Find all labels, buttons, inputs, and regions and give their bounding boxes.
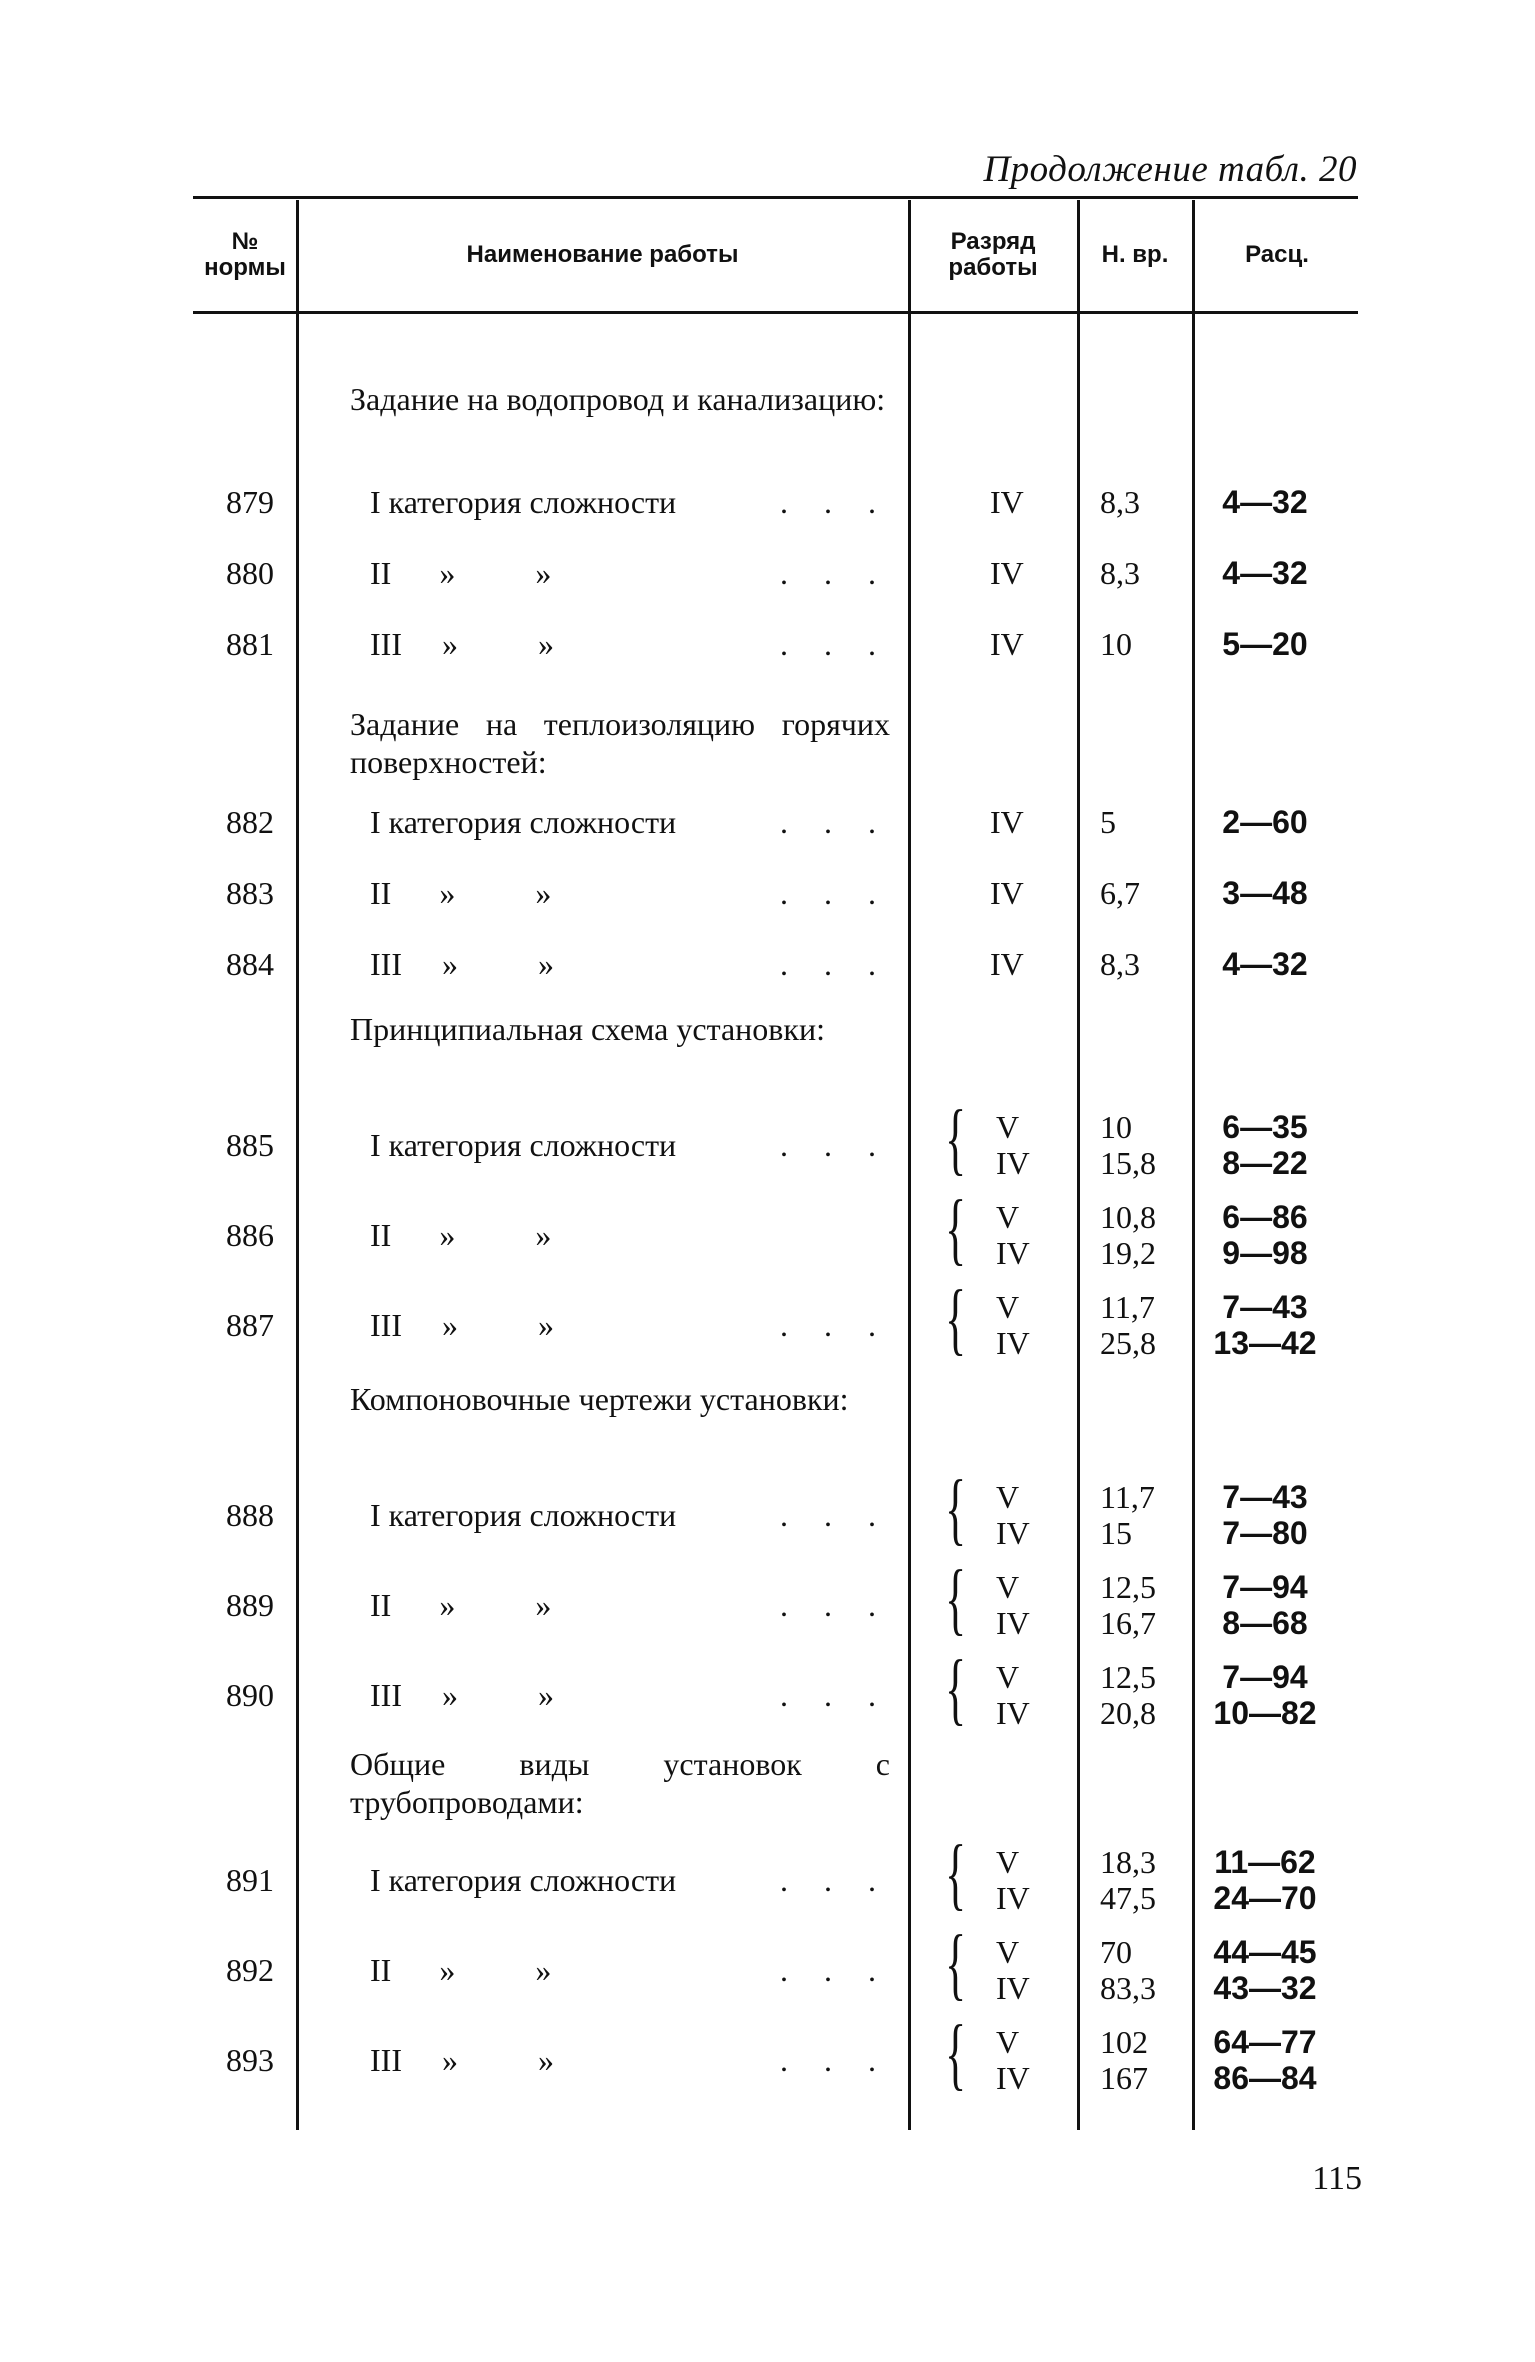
column-divider-time bbox=[1192, 200, 1195, 2130]
norm-time: 102 bbox=[1100, 2024, 1148, 2060]
rate-value: 8—68 bbox=[1222, 1605, 1308, 1641]
norm-number: 887 bbox=[226, 1307, 274, 1343]
work-name bbox=[370, 1677, 900, 1714]
work-grade: V bbox=[996, 1109, 1020, 1145]
work-name bbox=[370, 1127, 900, 1164]
norm-number: 879 bbox=[226, 484, 274, 520]
work-name bbox=[370, 1307, 900, 1344]
page-number: 115 bbox=[1312, 2160, 1362, 2197]
grade-brace: { bbox=[945, 2010, 967, 2098]
norm-time: 20,8 bbox=[1100, 1695, 1156, 1731]
work-name-text: II » » bbox=[370, 1952, 552, 1988]
work-grade: IV bbox=[996, 2060, 1030, 2096]
rate-value: 4—32 bbox=[1222, 484, 1308, 520]
work-grade: IV bbox=[996, 1970, 1030, 2006]
norm-number: 885 bbox=[226, 1127, 274, 1163]
column-divider-no bbox=[296, 200, 299, 2130]
work-name bbox=[370, 804, 900, 841]
header-no: № нормы bbox=[204, 228, 286, 281]
header-time: Н. вр. bbox=[1101, 241, 1169, 268]
work-name-text: I категория сложности bbox=[370, 1862, 677, 1898]
work-name-text: III » » bbox=[370, 1677, 554, 1713]
norm-number: 888 bbox=[226, 1497, 274, 1533]
grade-brace: { bbox=[945, 1275, 967, 1363]
norm-time: 15,8 bbox=[1100, 1145, 1156, 1181]
grade-brace: { bbox=[945, 1095, 967, 1183]
norm-number: 891 bbox=[226, 1862, 274, 1898]
rate-value: 6—86 bbox=[1222, 1199, 1308, 1235]
rate-value: 7—94 bbox=[1222, 1569, 1308, 1605]
rate-value: 7—94 bbox=[1222, 1659, 1308, 1695]
norm-number: 886 bbox=[226, 1217, 274, 1253]
norm-number: 883 bbox=[226, 875, 274, 911]
grade-brace: { bbox=[945, 1920, 967, 2008]
table-top-rule bbox=[193, 196, 1358, 199]
work-grade: IV bbox=[990, 555, 1024, 591]
norm-time: 8,3 bbox=[1100, 484, 1140, 520]
work-name-text: II » » bbox=[370, 875, 552, 911]
work-grade: IV bbox=[996, 1515, 1030, 1551]
work-grade: V bbox=[996, 1934, 1020, 1970]
leader-dots: . . . bbox=[780, 804, 890, 840]
work-name bbox=[370, 2042, 900, 2079]
norm-time: 47,5 bbox=[1100, 1880, 1156, 1916]
work-grade: V bbox=[996, 1844, 1020, 1880]
work-name-text: III » » bbox=[370, 2042, 554, 2078]
work-name-text: III » » bbox=[370, 626, 554, 662]
column-divider-name bbox=[908, 200, 911, 2130]
leader-dots: . . . bbox=[780, 626, 890, 662]
rate-value: 11—62 bbox=[1214, 1844, 1316, 1880]
grade-brace: { bbox=[945, 1185, 967, 1273]
work-grade: V bbox=[996, 1199, 1020, 1235]
rate-value: 13—42 bbox=[1213, 1325, 1317, 1361]
norm-time: 16,7 bbox=[1100, 1605, 1156, 1641]
work-name-text: I категория сложности bbox=[370, 804, 677, 840]
work-grade: V bbox=[996, 1479, 1020, 1515]
norm-time: 10 bbox=[1100, 1109, 1132, 1145]
rate-value: 4—32 bbox=[1222, 555, 1308, 591]
rate-value: 7—43 bbox=[1222, 1479, 1308, 1515]
work-name-text: I категория сложности bbox=[370, 1497, 677, 1533]
work-grade: IV bbox=[996, 1325, 1030, 1361]
work-grade: V bbox=[996, 1569, 1020, 1605]
norm-number: 881 bbox=[226, 626, 274, 662]
work-grade: V bbox=[996, 2024, 1020, 2060]
leader-dots: . . . bbox=[780, 875, 890, 911]
norm-time: 10,8 bbox=[1100, 1199, 1156, 1235]
norm-time: 11,7 bbox=[1100, 1479, 1155, 1515]
norm-time: 12,5 bbox=[1100, 1659, 1156, 1695]
norm-number: 880 bbox=[226, 555, 274, 591]
header-grade: Разряд работы bbox=[948, 228, 1038, 281]
leader-dots: . . . bbox=[780, 1587, 890, 1623]
rate-value: 7—43 bbox=[1222, 1289, 1308, 1325]
rate-value: 6—35 bbox=[1222, 1109, 1308, 1145]
work-grade: IV bbox=[990, 804, 1024, 840]
section-title: Компоновочные чертежи установки: bbox=[350, 1381, 849, 1417]
work-name bbox=[370, 1862, 900, 1899]
work-name-text: III » » bbox=[370, 1307, 554, 1343]
section-title: Задание на водопровод и канализацию: bbox=[350, 381, 886, 417]
section-title: Общие виды установок с трубопроводами: bbox=[350, 1746, 890, 1820]
work-name bbox=[370, 875, 900, 912]
grade-brace: { bbox=[945, 1645, 967, 1733]
rate-value: 24—70 bbox=[1213, 1880, 1317, 1916]
work-grade: IV bbox=[990, 875, 1024, 911]
grade-brace: { bbox=[945, 1465, 967, 1553]
norm-number: 893 bbox=[226, 2042, 274, 2078]
leader-dots: . . . bbox=[780, 1127, 890, 1163]
work-name-text: III » » bbox=[370, 946, 554, 982]
leader-dots: . . . bbox=[780, 946, 890, 982]
norm-time: 167 bbox=[1100, 2060, 1148, 2096]
work-grade: IV bbox=[996, 1145, 1030, 1181]
rate-value: 44—45 bbox=[1213, 1934, 1317, 1970]
work-grade: IV bbox=[990, 946, 1024, 982]
rate-value: 9—98 bbox=[1222, 1235, 1308, 1271]
work-grade: IV bbox=[996, 1695, 1030, 1731]
norm-time: 10 bbox=[1100, 626, 1132, 662]
rate-value: 5—20 bbox=[1222, 626, 1308, 662]
rate-value: 3—48 bbox=[1222, 875, 1308, 911]
leader-dots: . . . bbox=[780, 484, 890, 520]
work-name bbox=[370, 626, 900, 663]
rate-value: 4—32 bbox=[1222, 946, 1308, 982]
norm-number: 889 bbox=[226, 1587, 274, 1623]
rate-value: 43—32 bbox=[1213, 1970, 1317, 2006]
norm-time: 6,7 bbox=[1100, 875, 1140, 911]
norm-number: 884 bbox=[226, 946, 274, 982]
section-title: Принципиальная схема установки: bbox=[350, 1011, 825, 1047]
leader-dots: . . . bbox=[780, 555, 890, 591]
work-name bbox=[370, 1497, 900, 1534]
work-grade: IV bbox=[996, 1880, 1030, 1916]
norm-time: 12,5 bbox=[1100, 1569, 1156, 1605]
rate-value: 10—82 bbox=[1213, 1695, 1317, 1731]
section-title: Задание на теплоизоляцию горячих поверхностей: bbox=[350, 706, 890, 780]
header-name: Наименование работы bbox=[466, 241, 739, 268]
rate-value: 64—77 bbox=[1213, 2024, 1317, 2060]
work-name-text: II » » bbox=[370, 1587, 552, 1623]
work-name-text: II » » bbox=[370, 1217, 552, 1253]
work-name bbox=[370, 946, 900, 983]
norm-time: 8,3 bbox=[1100, 555, 1140, 591]
work-grade: V bbox=[996, 1289, 1020, 1325]
header-rate: Расц. bbox=[1245, 241, 1309, 268]
leader-dots: . . . bbox=[780, 2042, 890, 2078]
rate-value: 2—60 bbox=[1222, 804, 1308, 840]
table-caption: Продолжение табл. 20 bbox=[983, 149, 1357, 190]
work-name-text: I категория сложности bbox=[370, 1127, 677, 1163]
work-name bbox=[370, 1952, 900, 1989]
rate-value: 7—80 bbox=[1222, 1515, 1308, 1551]
rate-value: 86—84 bbox=[1213, 2060, 1317, 2096]
norm-time: 5 bbox=[1100, 804, 1116, 840]
norm-time: 83,3 bbox=[1100, 1970, 1156, 2006]
leader-dots: . . . bbox=[780, 1677, 890, 1713]
work-grade: IV bbox=[990, 626, 1024, 662]
work-name bbox=[370, 1587, 900, 1624]
work-name-text: II » » bbox=[370, 555, 552, 591]
work-name bbox=[370, 555, 900, 592]
leader-dots: . . . bbox=[780, 1862, 890, 1898]
norm-number: 890 bbox=[226, 1677, 274, 1713]
norm-number: 882 bbox=[226, 804, 274, 840]
rate-value: 8—22 bbox=[1222, 1145, 1308, 1181]
work-grade: IV bbox=[996, 1235, 1030, 1271]
work-grade: V bbox=[996, 1659, 1020, 1695]
norm-time: 15 bbox=[1100, 1515, 1132, 1551]
work-name bbox=[370, 1217, 900, 1254]
leader-dots: . . . bbox=[780, 1307, 890, 1343]
norm-time: 25,8 bbox=[1100, 1325, 1156, 1361]
norm-number: 892 bbox=[226, 1952, 274, 1988]
grade-brace: { bbox=[945, 1830, 967, 1918]
norm-time: 19,2 bbox=[1100, 1235, 1156, 1271]
norm-time: 18,3 bbox=[1100, 1844, 1156, 1880]
work-name-text: I категория сложности bbox=[370, 484, 677, 520]
norm-time: 11,7 bbox=[1100, 1289, 1155, 1325]
norm-time: 70 bbox=[1100, 1934, 1132, 1970]
grade-brace: { bbox=[945, 1555, 967, 1643]
leader-dots: . . . bbox=[780, 1497, 890, 1533]
work-grade: IV bbox=[990, 484, 1024, 520]
leader-dots: . . . bbox=[780, 1952, 890, 1988]
header-bottom-rule bbox=[193, 311, 1358, 314]
norm-time: 8,3 bbox=[1100, 946, 1140, 982]
work-grade: IV bbox=[996, 1605, 1030, 1641]
work-name bbox=[370, 484, 900, 521]
